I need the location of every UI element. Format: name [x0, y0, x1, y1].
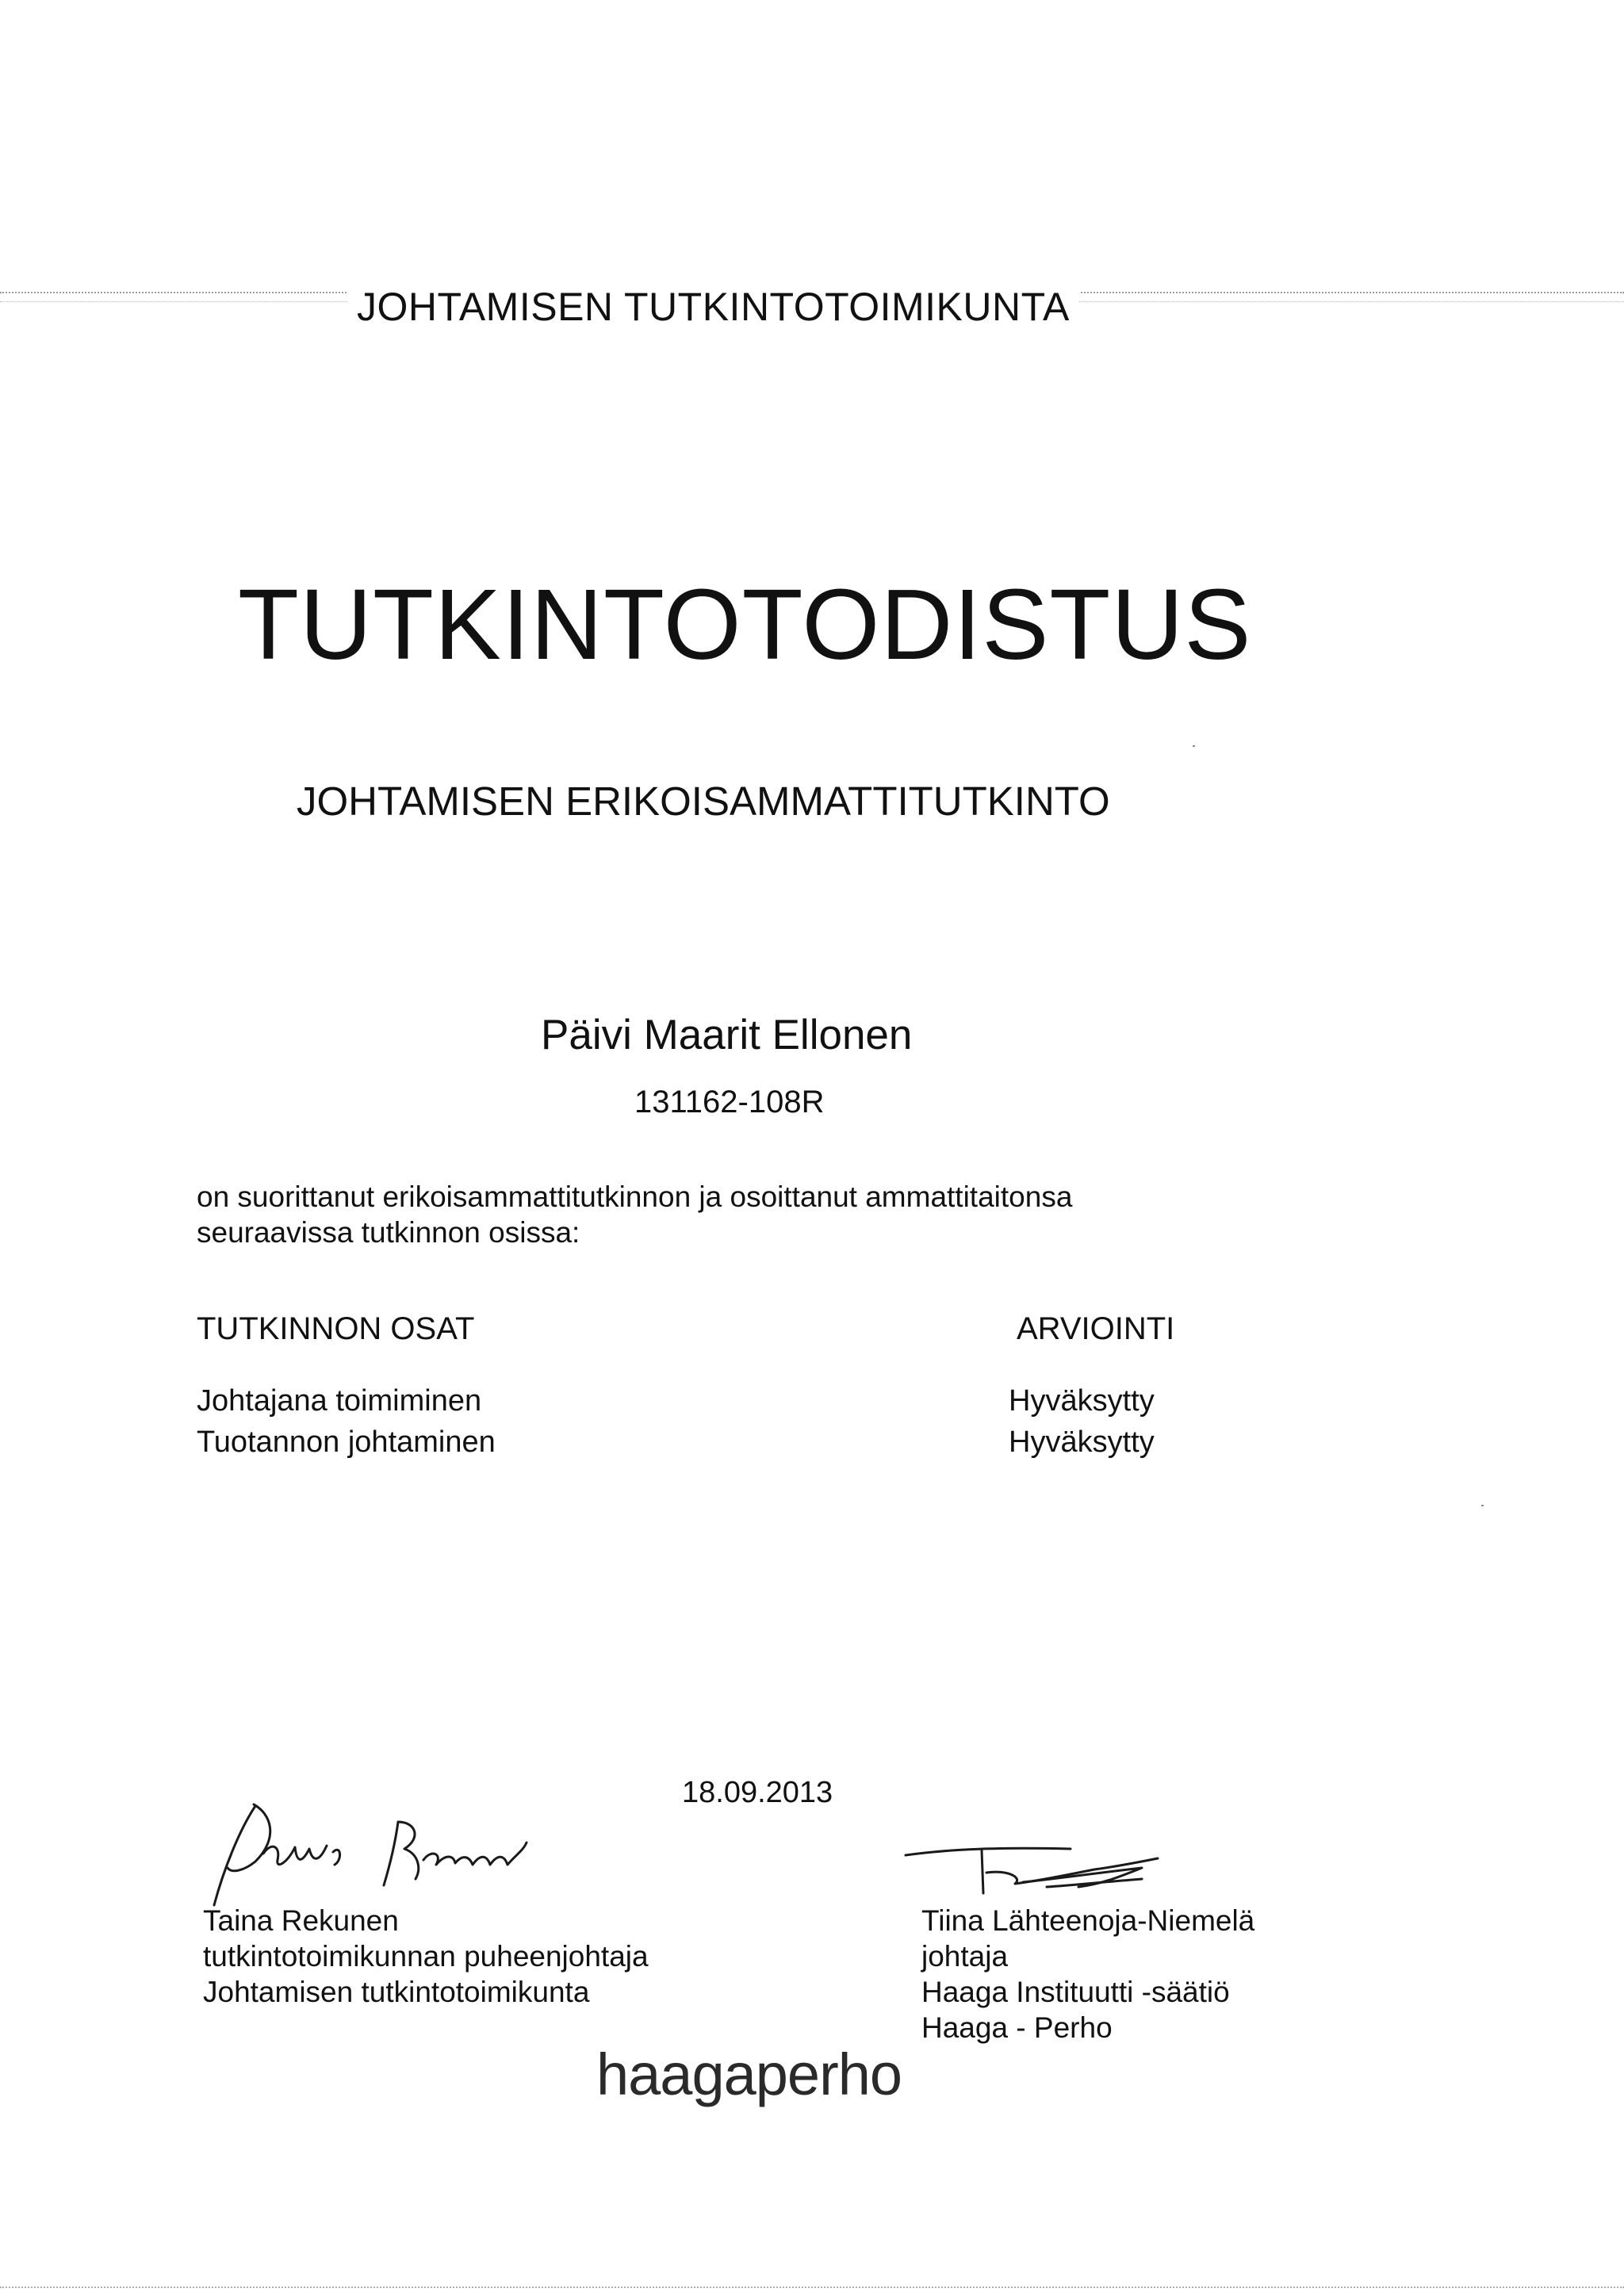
right-signatory-block: [921, 1903, 1254, 2045]
left-signatory-block: [203, 1903, 649, 2010]
document-title: TUTKINTOTODISTUS: [238, 568, 1252, 680]
haagaperho-logo: haagaperho: [596, 2042, 902, 2107]
parts-column-header: TUTKINNON OSAT: [197, 1311, 475, 1346]
grades-list: [1009, 1380, 1155, 1463]
left-signatory-name: Taina Rekunen: [203, 1904, 399, 1937]
recipient-id: 131162-108R: [634, 1085, 825, 1119]
recipient-name: Päivi Maarit Ellonen: [541, 1012, 913, 1058]
qualification-name: JOHTAMISEN ERIKOISAMMATTITUTKINTO: [297, 779, 1110, 824]
right-signatory-name: Tiina Lähteenoja-Niemelä: [921, 1904, 1255, 1937]
issue-date: 18.09.2013: [682, 1776, 833, 1809]
left-signature-scribble: [208, 1798, 580, 1917]
footer-dotted-rule: [0, 2286, 1624, 2288]
right-signatory-organization: Haaga Instituutti -säätiö: [921, 1976, 1230, 2008]
right-signatory-role: johtaja: [921, 1940, 1009, 1973]
statement-line-1: on suorittanut erikoisammattitutkinnon ja osoittanut ammattitaitonsa: [197, 1181, 1073, 1213]
right-signatory-unit: Haaga - Perho: [921, 2011, 1113, 2044]
completion-statement: [197, 1179, 1228, 1250]
committee-header: JOHTAMISEN TUTKINTOTOIMIKUNTA: [347, 287, 1079, 327]
grade-item: Hyväksytty: [1009, 1425, 1155, 1459]
part-item: Johtajana toimiminen: [197, 1384, 482, 1418]
parts-list: [197, 1380, 496, 1463]
left-signatory-organization: Johtamisen tutkintotoimikunta: [203, 1976, 590, 2008]
left-signatory-role: tutkintotoimikunnan puheenjohtaja: [203, 1940, 649, 1973]
scan-speck: [1193, 745, 1195, 747]
scan-speck: [1481, 1505, 1484, 1506]
assessment-column-header: ARVIOINTI: [1017, 1311, 1175, 1346]
grade-item: Hyväksytty: [1009, 1384, 1155, 1418]
statement-line-2: seuraavissa tutkinnon osissa:: [197, 1216, 580, 1249]
part-item: Tuotannon johtaminen: [197, 1425, 496, 1459]
